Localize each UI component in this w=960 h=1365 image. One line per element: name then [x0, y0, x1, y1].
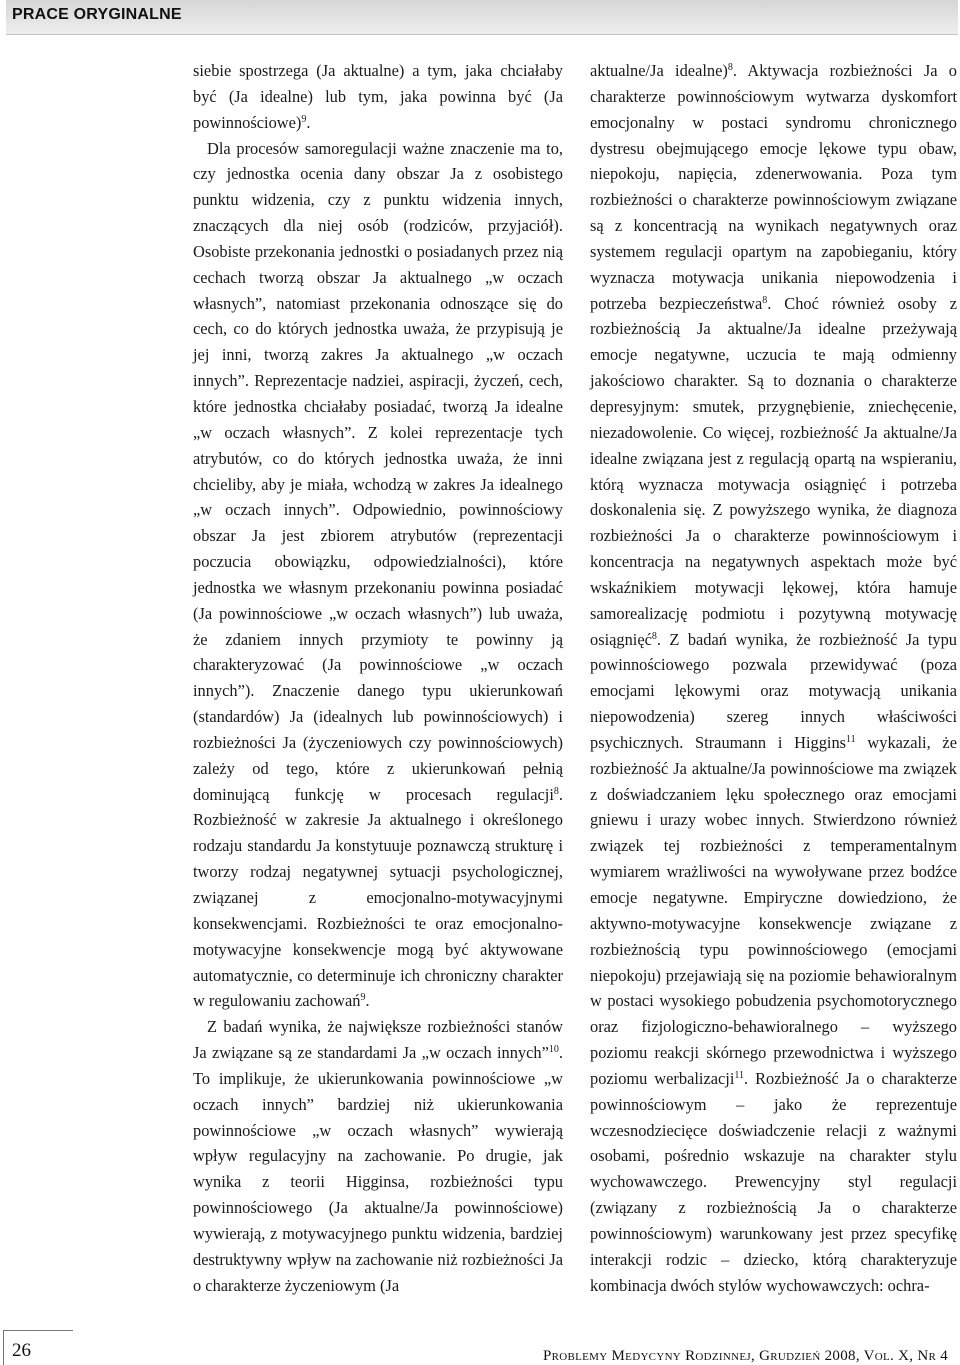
journal-name: Problemy Medycyny Rodzinnej: [542, 1348, 751, 1364]
paragraph-text: . Aktywacja rozbieżności Ja o charakterze powinnościowym wytwarza dyskomfort emocjonalny w postaci syndromu chronicznego dystresu obejmującego emocje lękowe typu obaw, niepokoju, napięcia, zdenerwowania. Poza tym rozbieżności o charakterze powinnościowym związane są z koncentracją na wynikach negatywnych oraz systemem regulacji opartym na zapobieganiu, który wyznacza motywacja unikania niepowodzenia i potrzeba bezpieczeństwa: [590, 61, 957, 313]
journal-issue: , Grudzień 2008, Vol. X, Nr 4: [750, 1348, 948, 1364]
paragraph: [590, 58, 957, 1299]
page-number: 26: [12, 1340, 31, 1361]
footnote-ref: 10: [548, 1044, 559, 1056]
footer-rule-horizontal: [3, 1330, 73, 1331]
paragraph-text: . Choć również osoby z rozbieżnością Ja aktualne/Ja idealne przeżywają emocje negatywne, uczucia te mają odmienny jakościowo charakter. Są to doznania o charakterze depresyjnym: smutek, przygnębienie, zniechęcenie, niezadowolenie. Co więcej, rozbieżność Ja aktualne/Ja idealne związana jest z regulacją opartą na wspieraniu, którą wyznacza motywacja osiągnięć i potrzeba doskonalenia się. Z powyższego wynika, że diagnoza rozbieżności Ja o charakterze powinnościowym i koncentracja na negatywnych aspektach może być wskaźnikiem motywacji lękowej, która hamuje samorealizację podmiotu i pozytywną motywację osiągnięć: [590, 293, 958, 649]
footer-rule-vertical: [3, 1330, 4, 1365]
footnote-ref: 9: [301, 113, 307, 125]
footnote-ref: 8: [762, 294, 768, 306]
paragraph: [193, 136, 563, 1015]
paragraph-text: siebie spostrzega (Ja aktualne) a tym, jaka chciałaby być (Ja idealne) lub tym, jaka powinna być (Ja powinnościowe): [193, 61, 563, 132]
journal-footer: [543, 1348, 948, 1365]
paragraph: [193, 58, 563, 136]
paragraph: [193, 1014, 563, 1298]
footnote-ref: 8: [727, 62, 733, 73]
footnote-ref: 11: [734, 1069, 745, 1081]
paragraph-text: Z badań wynika, że największe rozbieżności stanów Ja związane są ze standardami Ja „w oczach innych”: [193, 1017, 563, 1063]
footnote-ref: 9: [360, 992, 366, 1004]
paragraph-text: Dla procesów samoregulacji ważne znaczenie ma to, czy jednostka ocenia dany obszar Ja z osobistego punktu widzenia, czy z punktu widzenia innych, znaczących dla niej osób (rodziców, przyjaciół). Osobiste przekonania jednostki o posiadanych przez nią cechach tworzą obszar Ja aktualnego „w oczach własnych”, natomiast przekonania odnoszące się do cech, co do których jednostka uważa, że przypisują je jej inni, tworzą zakres Ja aktualnego „w oczach innych”. Reprezentacje nadziei, aspiracji, życzeń, cech, które jednostka chciałaby posiadać, tworzą Ja idealne „w oczach własnych”. Z kolei reprezentacje tych atrybutów, co do których jednostka uważa, że inni chcieliby, aby je miała, wchodzą w zakres Ja idealnego „w oczach innych”. Odpowiednio, powinnościowy obszar Ja jest zbiorem atrybutów (reprezentacji poczucia obowiązku, odpowiedzialności), które jednostka we własnym przekonaniu powinna posiadać (Ja powinnościowe „w oczach własnych”) lub uważa, że zdaniem innych przymioty te powinny ją charakteryzować (Ja powinnościowe „w oczach innych”). Znaczenie danego typu ukierunkowań (standardów) Ja (idealnych lub powinnościowych) i rozbieżności Ja (życzeniowych czy powinnościowych) zależy od tego, które z ukierunkowań pełnią dominującą funkcję w procesach regulacji: [193, 138, 563, 804]
paragraph-text: . Z badań wynika, że rozbieżność Ja typu powinnościowego pozwala przewidywać (poza emocjami lękowymi oraz motywacją unikania niepowodzenia) szereg innych właściwości psychicznych. Straumann i Higgins: [590, 629, 957, 752]
paragraph-text: . To implikuje, że ukierunkowania powinnościowe „w oczach innych” bardziej niż ukierunkowania powinnościowe „w oczach własnych” wywierają wpływ regulacyjny na zachowanie. Po drugie, jak wynika z teorii Higginsa, rozbieżności typu powinnościowego (Ja aktualne/Ja powinnościowe) wywierają, z motywacyjnego punktu widzenia, bardziej destruktywny wpływ na zachowanie niż rozbieżności Ja o charakterze życzeniowym (Ja: [193, 1043, 563, 1295]
paragraph-text: wykazali, że rozbieżność Ja aktualne/Ja powinnościowe ma związek z doświadczaniem lęku społecznego oraz emocjami gniewu i urazy wobec innych. Stwierdzono również związek tej rozbieżności z temperamentalnym wymiarem wrażliwości na wywoływane przez bodźce emocje negatywne. Empiryczne dowiedziono, że aktywno-motywacyjne konsekwencje związane z rozbieżnością typu powinnościowego (emocjami niepokoju) przejawiają się na poziomie behawioralnym w postaci wysokiego pobudzenia psychomotorycznego oraz fizjologiczno-behawioralnego – wyższego poziomu reakcji skórnego przewodnictwa i wyższego poziomu werbalizacji: [590, 732, 957, 1088]
footnote-ref: 11: [846, 733, 856, 745]
paragraph-text: aktualne/Ja idealne): [590, 61, 728, 80]
page-header-bar: [6, 0, 958, 35]
left-column: [193, 58, 563, 1299]
right-column: [590, 58, 957, 1299]
footnote-ref: 8: [553, 785, 559, 797]
paragraph-text: . Rozbieżność Ja o charakterze powinnościowym – jako że reprezentuje wczesnodziecięce doświadczenie relacji z ważnymi osobami, pośrednio wskazuje na charakter stylu wychowawczego. Prewencyjny styl regulacji (związany z rozbieżnością Ja o charakterze powinnościowym) warunkowany jest przez specyfikę interakcji rodzic – dziecko, którą charakteryzuje kombinacja dwóch stylów wychowawczych: ochra-: [590, 1068, 957, 1295]
paragraph-text: . Rozbieżność w zakresie Ja aktualnego i określonego rodzaju standardu Ja konstytuuje poznawczą strukturę i tworzy rodzaj negatywnej sytuacji psychologicznej, związanej z emocjonalno-motywacyjnymi konsekwencjami. Rozbieżności te oraz emocjonalno-motywacyjne konsekwencje mogą być aktywowane automatycznie, co determinuje ich chroniczny charakter w regulowaniu zachowań: [193, 784, 563, 1011]
footnote-ref: 8: [651, 630, 657, 642]
section-label: PRACE ORYGINALNE: [12, 6, 182, 23]
paragraph-text: .: [306, 112, 311, 132]
paragraph-text: .: [365, 991, 370, 1011]
